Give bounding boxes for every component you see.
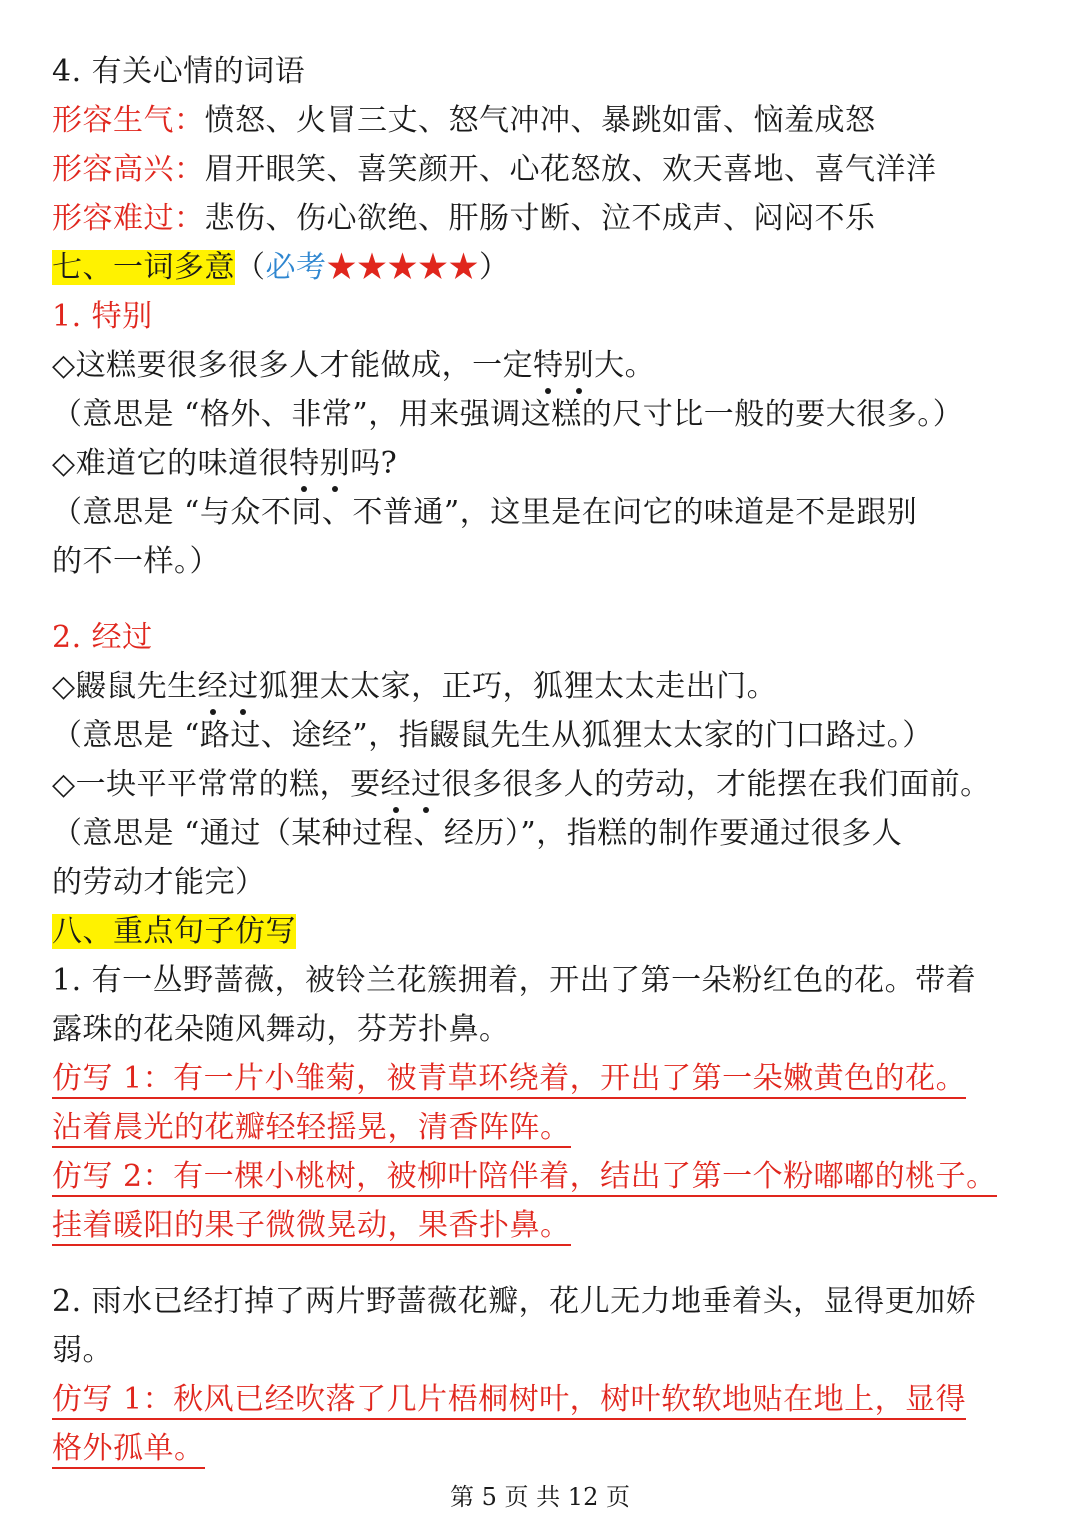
- mood-row-angry: [52, 96, 1042, 145]
- answer-text: 沾着晨光的花瓣轻轻摇晃，清香阵阵。: [52, 1110, 571, 1148]
- word2-meaning1: （意思是 “路过、途经”，指鼹鼠先生从狐狸太太家的门口路过。）: [52, 718, 933, 753]
- q1-text: 1. 有一丛野蔷薇，被铃兰花簇拥着，开出了第一朵粉红色的花。带着: [52, 963, 977, 998]
- sentence-text: ◇鼹鼠先生: [52, 669, 198, 704]
- section8-heading: [52, 907, 1042, 956]
- answer-text: 仿写 2：有一棵小桃树，被柳叶陪伴着，结出了第一个粉嘟嘟的桃子。: [52, 1159, 997, 1197]
- sentence-text: 吗?: [350, 446, 398, 481]
- mood-label: 形容生气：: [52, 103, 205, 138]
- word1-meaning2-cont: 的不一样。）: [52, 544, 220, 579]
- word1-meaning2: （意思是 “与众不同、不普通”，这里是在问它的味道是不是跟别: [52, 495, 918, 530]
- section7-title: 七、一词多意: [52, 250, 235, 285]
- must-tag: 必考: [265, 250, 327, 285]
- sentence-text: ◇一块平平常常的糕，要: [52, 767, 381, 802]
- sentence-text: 很多很多人的劳动，才能摆在我们面前。: [441, 767, 991, 802]
- mood-label: 形容高兴：: [52, 152, 205, 187]
- word1-example2: [52, 439, 1042, 488]
- mood-words: 愤怒、火冒三丈、怒气冲冲、暴跳如雷、恼羞成怒: [204, 103, 876, 138]
- q2-text-cont: 弱。: [52, 1333, 113, 1368]
- paren-close: ）: [479, 250, 510, 285]
- word2-meaning2-cont: 的劳动才能完）: [52, 865, 266, 900]
- answer-text: 格外孤单。: [52, 1431, 205, 1469]
- section8-title: 八、重点句子仿写: [52, 914, 296, 949]
- sentence-text: ◇难道它的味道很: [52, 446, 290, 481]
- answer-text: 挂着暖阳的果子微微晃动，果香扑鼻。: [52, 1208, 571, 1246]
- paren-open: （: [235, 250, 266, 285]
- dotted-char: 经: [381, 760, 412, 809]
- mood-row-happy: [52, 145, 1042, 194]
- mood-words: 悲伤、伤心欲绝、肝肠寸断、泣不成声、闷闷不乐: [204, 201, 876, 236]
- word1-heading: 1. 特别: [52, 299, 153, 334]
- word1-example1: [52, 341, 1042, 390]
- answer-text: 仿写 1：秋风已经吹落了几片梧桐树叶，树叶软软地贴在地上，显得: [52, 1382, 966, 1420]
- mood-heading: 4. 有关心情的词语: [52, 54, 306, 89]
- word2-meaning2: （意思是 “通过（某种过程、经历）”，指糕的制作要通过很多人: [52, 816, 903, 851]
- q2-answer1-cont: [52, 1424, 1042, 1473]
- sentence-text: ◇这糕要很多很多人才能做成，一定: [52, 348, 534, 383]
- word1-meaning1: （意思是 “格外、非常”，用来强调这糕的尺寸比一般的要大很多。）: [52, 397, 964, 432]
- dotted-char: 别: [320, 439, 351, 488]
- dotted-char: 过: [228, 662, 259, 711]
- q2-text: 2. 雨水已经打掉了两片野蔷薇花瓣，花儿无力地垂着头，显得更加娇: [52, 1284, 977, 1319]
- word2-example1: [52, 662, 1042, 711]
- dotted-char: 别: [564, 341, 595, 390]
- word2-example2: [52, 760, 1042, 809]
- mood-label: 形容难过：: [52, 201, 205, 236]
- mood-row-sad: [52, 194, 1042, 243]
- stars-rating: ★★★★★: [326, 250, 479, 285]
- q1-answer2-cont: [52, 1201, 1042, 1250]
- word2-heading: 2. 经过: [52, 620, 153, 655]
- section7-heading: [52, 243, 1042, 292]
- q1-answer1-cont: [52, 1103, 1042, 1152]
- answer-text: 仿写 1：有一片小雏菊，被青草环绕着，开出了第一朵嫩黄色的花。: [52, 1061, 966, 1099]
- dotted-char: 过: [411, 760, 442, 809]
- page-number: 第 5 页 共 12 页: [450, 1483, 630, 1511]
- sentence-text: 大。: [594, 348, 656, 383]
- dotted-char: 经: [198, 662, 229, 711]
- q1-text-cont: 露珠的花朵随风舞动，芬芳扑鼻。: [52, 1012, 510, 1047]
- q1-answer1: [52, 1054, 1042, 1103]
- sentence-text: 狐狸太太家，正巧，狐狸太太走出门。: [258, 669, 778, 704]
- q2-answer1: [52, 1375, 1042, 1424]
- mood-words: 眉开眼笑、喜笑颜开、心花怒放、欢天喜地、喜气洋洋: [204, 152, 937, 187]
- q1-answer2: [52, 1152, 1042, 1201]
- dotted-char: 特: [289, 439, 320, 488]
- dotted-char: 特: [533, 341, 564, 390]
